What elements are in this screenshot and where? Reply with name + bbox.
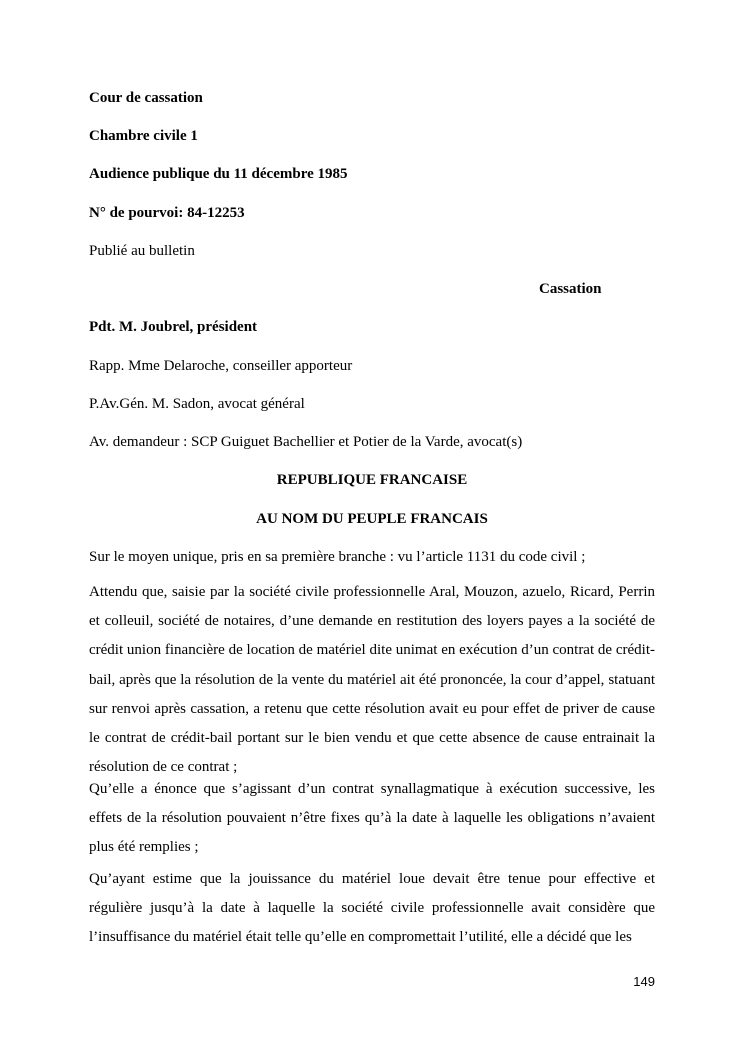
page-number: 149 bbox=[633, 974, 655, 989]
paragraph-enonce: Qu’elle a énonce que s’agissant d’un contrat synallagmatique à exécution successive, les effets de la résolution pouvaient n’être fixes qu’à la date à laquelle les obligations n’avaient plus été remplies ; bbox=[89, 781, 655, 856]
president-line: Pdt. M. Joubrel, président bbox=[89, 319, 258, 335]
paragraph-estime: Qu’ayant estime que la jouissance du matériel loue devait être tenue pour effective et régulière jusqu’à la date à laquelle la société civile professionnelle avait considère que l’insuffisance du matériel était telle qu’elle en compromettait l’utilité, elle a décidé que les bbox=[89, 871, 655, 946]
publication-status: Publié au bulletin bbox=[89, 243, 195, 259]
republic-title: REPUBLIQUE FRANCAISE bbox=[276, 472, 468, 488]
appeal-number: N° de pourvoi: 84-12253 bbox=[89, 205, 245, 221]
rapporteur-line: Rapp. Mme Delaroche, conseiller apporteur bbox=[89, 358, 353, 374]
advocate-general-line: P.Av.Gén. M. Sadon, avocat général bbox=[89, 396, 305, 412]
paragraph-attendu: Attendu que, saisie par la société civile professionnelle Aral, Mouzon, azuelo, Ricard, Perrin et colleuil, société de notaires, d’une demande en restitution des loyers payes a la société de crédit union financière de location de matériel dite unimat en exécution d’un contrat de crédit-bail, après que la résolution de la vente du matériel ait été prononcée, la cour d’appel, statuant sur renvoi après cassation, a retenu que cette résolution avait eu pour effet de priver de cause le contrat de crédit-bail portant sur le bien vendu et que cette absence de cause entrainait la résolution de ce contrat ; bbox=[89, 584, 655, 776]
decision-label: Cassation bbox=[539, 281, 602, 297]
intro-line: Sur le moyen unique, pris en sa première branche : vu l’article 1131 du code civil ; bbox=[89, 549, 586, 565]
chamber-name: Chambre civile 1 bbox=[89, 128, 198, 144]
court-name: Cour de cassation bbox=[89, 90, 203, 106]
people-title: AU NOM DU PEUPLE FRANCAIS bbox=[256, 511, 488, 527]
counsel-line: Av. demandeur : SCP Guiguet Bachellier et Potier de la Varde, avocat(s) bbox=[89, 434, 523, 450]
hearing-date: Audience publique du 11 décembre 1985 bbox=[89, 166, 348, 182]
